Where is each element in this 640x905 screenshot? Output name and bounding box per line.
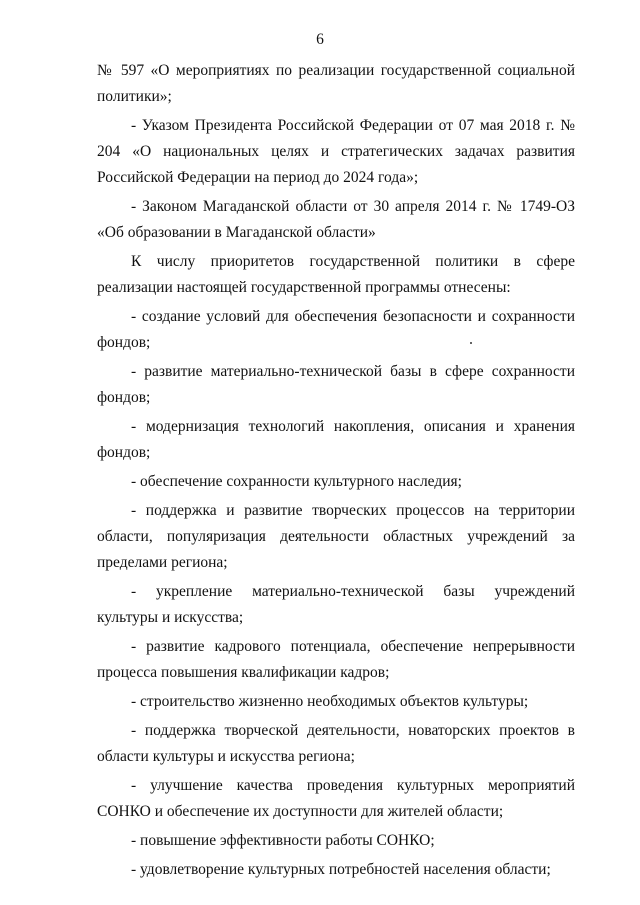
paragraph: - обеспечение сохранности культурного наследия; <box>131 473 462 490</box>
paragraph: - повышение эффективности работы СОНКО; <box>131 832 435 849</box>
paragraph: - Законом Магаданской области от 30 апреля 2014 г. № 1749-ОЗ «Об образовании в Магаданской области» <box>97 198 575 241</box>
paragraph: - строительство жизненно необходимых объектов культуры; <box>131 693 529 710</box>
paragraph: - поддержка творческой деятельности, новаторских проектов в области культуры и искусства региона; <box>97 722 575 765</box>
paragraph: № 597 «О мероприятиях по реализации государственной социальной политики»; <box>97 62 575 105</box>
paragraph: К числу приоритетов государственной политики в сфере реализации настоящей государственной программы отнесены: <box>97 253 575 296</box>
paragraph: - создание условий для обеспечения безопасности и сохранности фондов; <box>97 308 575 351</box>
paragraph: - развитие кадрового потенциала, обеспечение непрерывности процесса повышения квалификации кадров; <box>97 638 575 681</box>
paragraph: - укрепление материально-технической базы учреждений культуры и искусства; <box>97 583 575 626</box>
paragraph: - Указом Президента Российской Федерации от 07 мая 2018 г. № 204 «О национальных целях и стратегических задачах развития Российской Федерации на период до 2024 года»; <box>97 117 575 186</box>
paragraph: - удовлетворение культурных потребностей населения области; <box>131 861 551 878</box>
paragraph: - развитие материально-технической базы в сфере сохранности фондов; <box>97 363 575 406</box>
page-number: 6 <box>316 31 324 48</box>
paragraph: - модернизация технологий накопления, описания и хранения фондов; <box>97 418 575 461</box>
document-body <box>97 58 575 883</box>
paragraph: - поддержка и развитие творческих процессов на территории области, популяризация деятельности областных учреждений за пределами региона; <box>97 502 575 571</box>
paragraph: - улучшение качества проведения культурных мероприятий СОНКО и обеспечение их доступности для жителей области; <box>97 777 575 820</box>
